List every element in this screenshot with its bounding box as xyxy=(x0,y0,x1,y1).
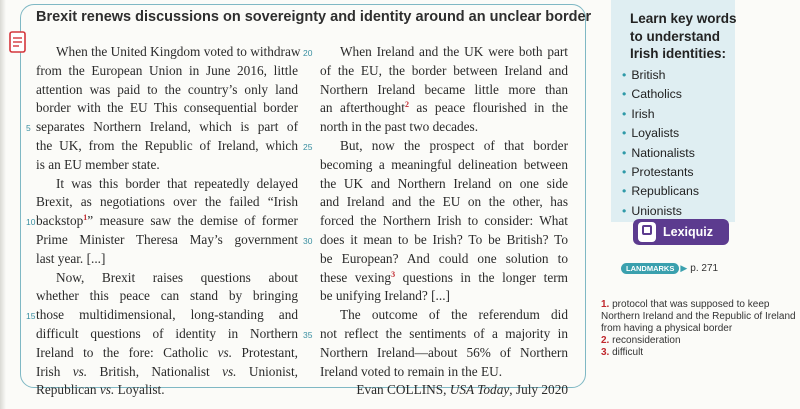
lexiquiz-button[interactable] xyxy=(633,219,729,245)
key-words-sidebar xyxy=(611,0,735,222)
article-line: north in the past two decades. xyxy=(320,119,479,135)
article-line: difficult questions of identity in Northern xyxy=(36,325,298,341)
article-line: be European? And could one solution to xyxy=(320,250,568,266)
keyword-item: • Republicans xyxy=(622,184,699,199)
arrow-right-icon: ▶ xyxy=(680,263,688,274)
article-line: attention was paid to the country’s only land xyxy=(36,81,298,97)
article-line: It was this border that repeatedly delayed xyxy=(56,175,298,191)
keyword-item: • Protestants xyxy=(622,165,694,180)
line-number: 35 xyxy=(303,330,313,340)
landmarks-tag: LANDMARKS xyxy=(621,263,679,274)
bullet-icon: • xyxy=(622,68,627,82)
article-line: Northern Ireland became little more than xyxy=(320,81,568,97)
article-line: becoming a meaningful delineation between xyxy=(320,156,568,172)
landmarks-page: p. 271 xyxy=(690,263,719,275)
line-number: 25 xyxy=(303,142,313,152)
article-line: whether this peace can stand by bringing xyxy=(36,288,298,304)
article-line: the UK and Northern Ireland on one side xyxy=(320,175,568,191)
keyword-item: • Catholics xyxy=(622,87,682,102)
article-line: forced the Northern Irish to consider: What xyxy=(320,213,568,229)
quiz-icon xyxy=(638,222,656,242)
article-line: backstop$^1$” measure saw the demise of former xyxy=(36,213,298,229)
keyword-item: • Unionists xyxy=(622,203,682,218)
article-line: and Ireland and the EU on the other, has xyxy=(320,194,568,210)
article-source: Evan COLLINS, USA Today, July 2020 xyxy=(356,382,568,398)
keyword-item: • Nationalists xyxy=(622,145,695,160)
article-line: an afterthought$^2$ as peace flourished in the xyxy=(320,100,568,116)
article-line: Brexit, as negotiations over the failed “Irish xyxy=(36,194,298,210)
article-column-right xyxy=(320,43,568,400)
article-line: Now, Brexit raises questions about xyxy=(56,269,298,285)
footnotes xyxy=(601,299,797,359)
keyword-item: • Loyalists xyxy=(622,126,680,141)
line-number: 5 xyxy=(26,123,31,134)
footnote-marker: 3 xyxy=(391,269,396,279)
sidebar-heading: Learn key words to understand Irish identities: xyxy=(630,11,737,61)
lexiquiz-label: Lexiquiz xyxy=(663,225,714,239)
bullet-icon: • xyxy=(622,145,627,160)
article-line: those multidimensional, long-standing and xyxy=(36,307,298,323)
article-line: be unifying Ireland? [...] xyxy=(320,288,450,304)
article-line: Ireland to the fore: Catholic vs. Protestant, xyxy=(36,344,298,360)
footnote-marker: 2 xyxy=(404,100,409,110)
article-line: the UK, from the Republic of Ireland, which xyxy=(36,137,298,153)
bullet-icon: • xyxy=(622,87,627,102)
line-number: 30 xyxy=(303,236,313,246)
footnote: 1. protocol that was supposed to keep Northern Ireland and the Republic of Ireland from having a physical border xyxy=(601,299,796,334)
line-number: 10 xyxy=(26,217,36,228)
article-line: border with the EU This consequential border xyxy=(36,100,298,116)
article-line: these vexing$^3$ questions in the longer term xyxy=(320,269,569,285)
bullet-icon: • xyxy=(622,165,627,180)
bullet-icon: • xyxy=(622,184,627,199)
scan-edge xyxy=(0,0,6,409)
document-icon xyxy=(7,30,29,56)
article-line: Republican vs. Loyalist. xyxy=(36,382,165,398)
article-line: last year. [...] xyxy=(36,250,106,266)
article-column-left xyxy=(36,43,301,400)
keyword-item: • British xyxy=(622,68,666,82)
article-line: is an EU member state. xyxy=(36,156,160,172)
article-line: But, now the prospect of that border xyxy=(340,137,568,153)
article-line: When Ireland and the UK were both part xyxy=(340,44,568,59)
article-line: Ireland voted to remain in the EU. xyxy=(320,363,503,379)
footnote: 2. reconsideration xyxy=(601,335,681,346)
bullet-icon: • xyxy=(622,106,627,121)
article-line: Northern Ireland—about 56% of Northern xyxy=(320,344,568,360)
keyword-list xyxy=(622,66,699,221)
keyword-item: • Irish xyxy=(622,106,655,121)
footnote: 3. difficult xyxy=(601,347,644,358)
article-line: When the United Kingdom voted to withdraw xyxy=(56,44,301,59)
article-line: The outcome of the referendum did xyxy=(340,307,568,323)
bullet-icon: • xyxy=(622,203,627,218)
bullet-icon: • xyxy=(622,126,627,141)
article-line: Irish vs. British, Nationalist vs. Unionist, xyxy=(36,363,298,379)
line-number: 15 xyxy=(26,311,36,322)
footnote-marker: 1 xyxy=(83,213,88,223)
article-line: separates Northern Ireland, which is part of xyxy=(36,119,298,135)
line-number: 20 xyxy=(303,48,313,58)
article-line: Prime Minister Theresa May’s government xyxy=(36,231,298,247)
article-title: Brexit renews discussions on sovereignty and identity around an unclear border xyxy=(36,9,592,25)
article-line: not reflect the sentiments of a majority in xyxy=(320,325,568,341)
article-line: does it mean to be Irish? To be British? To xyxy=(320,231,568,247)
article-line: of the EU, the border between Ireland and xyxy=(320,62,568,78)
article-line: from the European Union in June 2016, little xyxy=(36,62,298,78)
landmarks-link[interactable] xyxy=(621,260,719,275)
